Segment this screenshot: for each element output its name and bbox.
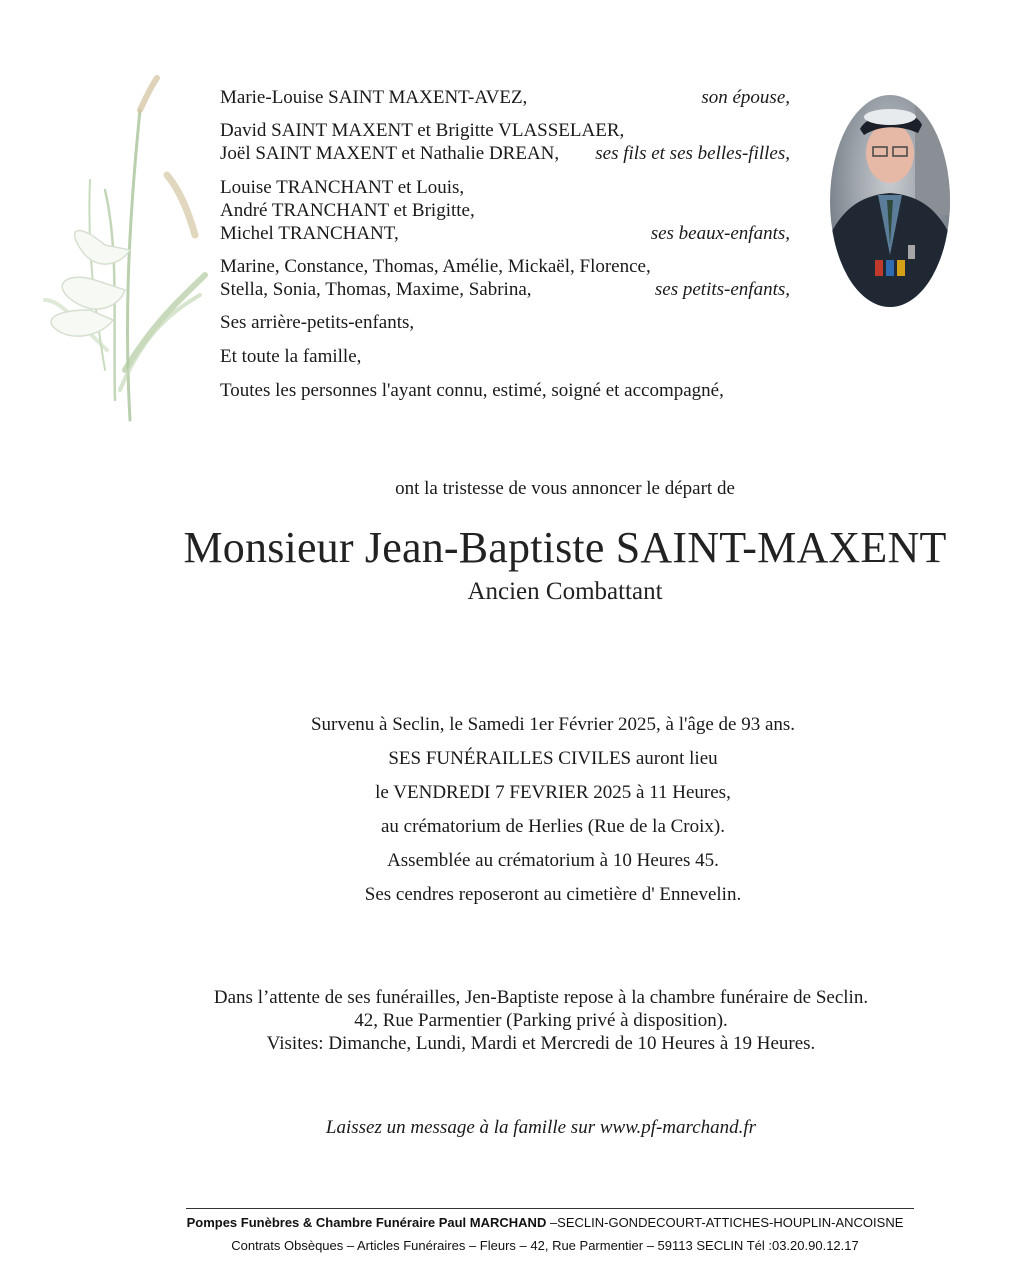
family-names: Joël SAINT MAXENT et Nathalie DREAN, xyxy=(220,143,560,164)
family-names: Michel TRANCHANT, xyxy=(220,223,399,244)
family-names: David SAINT MAXENT et Brigitte VLASSELAER, xyxy=(220,120,625,141)
deceased-name: Monsieur Jean-Baptiste SAINT-MAXENT xyxy=(183,523,947,572)
family-relation: ses beaux-enfants, xyxy=(650,223,790,244)
family-relation: son épouse, xyxy=(701,87,790,108)
details-line: SES FUNÉRAILLES CIVILES auront lieu xyxy=(388,748,718,769)
announcement-intro: ont la tristesse de vous annoncer le départ de xyxy=(395,478,735,499)
footer-divider xyxy=(186,1208,914,1209)
family-relation: ses petits-enfants, xyxy=(654,279,790,300)
details-line: le VENDREDI 7 FEVRIER 2025 à 11 Heures, xyxy=(375,782,731,803)
footer-locations: –SECLIN-GONDECOURT-ATTICHES-HOUPLIN-ANCOISNE xyxy=(546,1215,904,1230)
family-names: Toutes les personnes l'ayant connu, estimé, soigné et accompagné, xyxy=(220,380,724,401)
visitation-line: 42, Rue Parmentier (Parking privé à disposition). xyxy=(354,1010,728,1031)
family-names: Ses arrière-petits-enfants, xyxy=(220,312,415,333)
family-names: Marine, Constance, Thomas, Amélie, Mickaël, Florence, xyxy=(220,256,651,277)
family-names: Et toute la famille, xyxy=(220,346,362,367)
message-link-text: Laissez un message à la famille sur www.pf-marchand.fr xyxy=(325,1117,757,1138)
visitation-line: Visites: Dimanche, Lundi, Mardi et Mercredi de 10 Heures à 19 Heures. xyxy=(266,1033,816,1054)
footer-company-name: Pompes Funèbres & Chambre Funéraire Paul MARCHAND xyxy=(186,1215,547,1230)
portrait-photo xyxy=(830,95,950,307)
details-line: Survenu à Seclin, le Samedi 1er Février 2025, à l'âge de 93 ans. xyxy=(310,714,796,735)
footer-line-1 xyxy=(0,1215,1022,1230)
family-names: Marie-Louise SAINT MAXENT-AVEZ, xyxy=(220,87,528,108)
details-line: Assemblée au crématorium à 10 Heures 45. xyxy=(387,850,719,871)
family-relation: ses fils et ses belles-filles, xyxy=(595,143,790,164)
details-line: au crématorium de Herlies (Rue de la Croix). xyxy=(381,816,725,837)
visitation-line: Dans l’attente de ses funérailles, Jen-Baptiste repose à la chambre funéraire de Seclin. xyxy=(213,987,869,1008)
family-names: Stella, Sonia, Thomas, Maxime, Sabrina, xyxy=(220,279,532,300)
portrait-figure-icon xyxy=(830,95,950,307)
lily-wheat-illustration xyxy=(35,70,210,430)
family-names: Louise TRANCHANT et Louis, xyxy=(220,177,465,198)
details-line: Ses cendres reposeront au cimetière d' Ennevelin. xyxy=(364,884,742,905)
family-names: André TRANCHANT et Brigitte, xyxy=(220,200,475,221)
deceased-subtitle: Ancien Combattant xyxy=(467,578,663,605)
footer-line-2: Contrats Obsèques – Articles Funéraires – Fleurs – 42, Rue Parmentier – 59113 SECLIN Tél :03.20.90.12.17 xyxy=(231,1238,859,1253)
